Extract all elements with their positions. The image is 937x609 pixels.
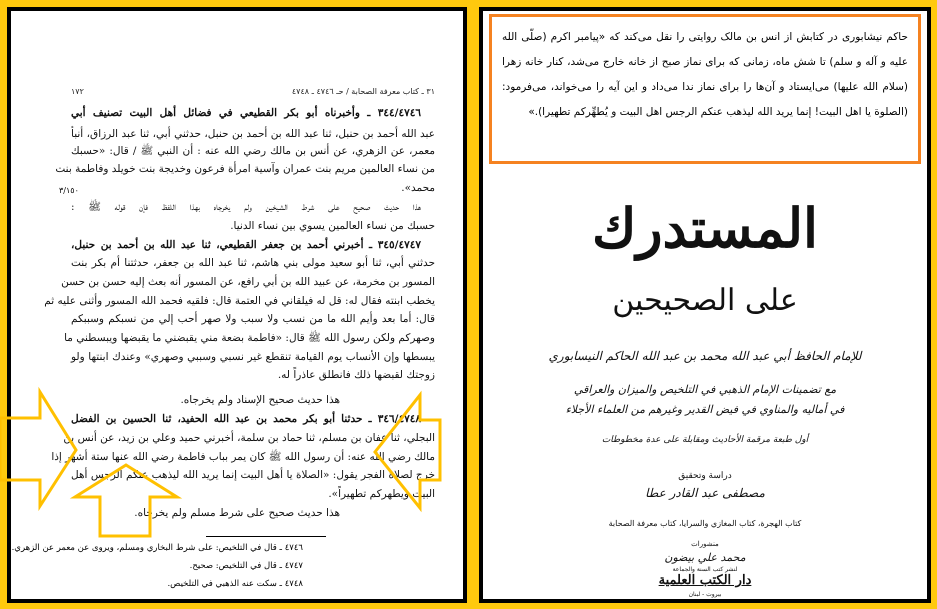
text-line: حسبك من نساء العالمين يسوي بين نساء الدنيا. <box>230 220 435 232</box>
annotations-line-2: في أماليه والمناوي في فيض القدير وغيرهم من العلماء الأجلاء <box>565 403 845 416</box>
page-header <box>71 87 435 96</box>
study-label: دراسة وتحقيق <box>678 471 732 481</box>
text-line: زوجتك لقبضها ذلك فانطلق عاذراً له. <box>277 369 435 381</box>
book-title: المستدرك <box>591 196 819 260</box>
text-line: معمر، عن الزهري، عن أنس بن مالك رضي الله عنه : أن النبي ﷺ / قال: «حسبك <box>71 145 435 157</box>
text-line: البجلي، ثنا عفان بن مسلم، ثنا حماد بن سلمة، أخبرني حميد وعلي بن زيد، عن أنس بن <box>63 432 435 444</box>
text-line: هذا حديث صحيح على شرط مسلم ولم يخرجاه. <box>134 507 340 519</box>
publisher-city: بيروت - لبنان <box>688 591 722 598</box>
text-line: خرج لصلاة الفجر يقول: «الصلاة يا أهل البيت إنما يريد الله ليذهب عنكم الرجس أهل <box>71 469 435 481</box>
persian-callout-box: حاکم نیشابوری در کتابش از انس بن مالک روایتی را نقل می‌کند که «پیامبر اکرم (صلّی الله علیه و آله و سلم) تا شش ماه، زمانی که برای نماز صبح از خانه خارج می‌شد، کنار خانه زهرا (سلام الله علیها) می‌ایستاد و آن‌ها را برای نماز ندا می‌داد و این آیه را می‌خواند، می‌فرمود: (الصلوة یا اهل البیت! إنما یرید الله لیذهب عنکم الرجس اهل البیت و یُطهِّرکم تطهیرا).» <box>489 14 921 164</box>
text-line: المسور بن مخرمة، عن عبيد الله بن أبي رافع، عن المسور أنه بعث إليه حسن بن حسن <box>61 276 435 288</box>
right-page-book-cover <box>479 7 931 603</box>
author-line: للإمام الحافظ أبي عبد الله محمد بن عبد الله الحاكم النيسابوري <box>548 349 862 363</box>
text-line: قال: أما بعد وأيم الله ما من نسب ولا سبب ولا صهر أحب إلي من نسبكم وسببكم <box>71 313 435 325</box>
text-line: محمد». <box>401 182 435 194</box>
text-line: هذا حديث صحيح الإسناد ولم يخرجاه. <box>180 394 340 406</box>
text-line: هذا حديث صحيح على شرط الشيخين ولم يخرجاه بهذا اللفظ فإن قوله ﷺ : <box>71 201 421 213</box>
editor-name: مصطفى عبد القادر عطا <box>645 486 765 500</box>
footnote: ٤٧٤٨ ـ سكت عنه الذهبي في التلخيص. <box>167 579 303 589</box>
left-page-scan <box>7 7 467 603</box>
text-line: يخطب ابنته فقال له: قل له فيلقاني في العتمة قال: فلقيه فحمد الله المسور وأثنى عليه ثم <box>44 295 435 307</box>
publisher-tagline: لنشر كتب السنة والجماعة <box>672 566 738 573</box>
footnote: ٤٧٤٧ ـ قال في التلخيص: صحيح. <box>189 561 303 571</box>
volume-contents: كتاب الهجرة، كتاب المغازي والسرايا، كتاب معرفة الصحابة <box>608 519 802 528</box>
text-line: البيت ويطهركم تطهيراً». <box>328 488 435 500</box>
running-title: ٣١ ـ كتاب معرفة الصحابة / حـ ٤٧٤٦ ـ ٤٧٤٨ <box>291 87 435 96</box>
text-line: حدثني أبي، ثنا أبو سعيد مولى بني هاشم، ثنا عبد الله بن جعفر، حدثتنا أم بكر بنت <box>71 257 435 269</box>
text-line: ٣٤٥/٤٧٤٧ ـ أخبرني أحمد بن جعفر القطيعي، ثنا عبد الله بن أحمد بن حنبل، <box>71 239 421 251</box>
book-subtitle: على الصحيحين <box>612 283 798 318</box>
text-line: عبد الله أحمد بن حنبل، ثنا عبد الله بن أحمد بن حنبل، حدثني أبي، ثنا عبد الرزاق، أنبأ <box>71 128 435 140</box>
text-line: من نساء العالمين مريم بنت عمران وآسية امرأة فرعون وخديجة بنت خويلد وفاطمة بنت <box>55 163 435 175</box>
margin-note: ٣/١٥٠ <box>59 186 79 195</box>
text-line: ٣٤٤/٤٧٤٦ ـ وأخبرناه أبو بكر القطيعي في فضائل أهل البيت تصنيف أبي <box>71 107 421 119</box>
publisher-label: منشورات <box>691 540 719 548</box>
footnote: ٤٧٤٦ ـ قال في التلخيص: على شرط البخاري ومسلم، ويروى عن معمر عن الزهري. <box>11 543 303 553</box>
footnote-divider <box>206 536 326 537</box>
text-line: مالك رضي الله عنه: أن رسول الله ﷺ كان يمر بباب فاطمة رضي الله عنها ستة أشهر إذا <box>51 451 435 463</box>
text-line: يبسطها وإن الأنساب يوم القيامة تنقطع غير نسبي وسببي وصهري» وعندك ابنتها ولو <box>71 351 435 363</box>
edition-note: أول طبعة مرقمة الأحاديث ومقابلة على عدة مخطوطات <box>601 435 809 445</box>
publisher-logo-text: دار الكتب العلمية <box>658 573 752 588</box>
page-number: ١٧٢ <box>71 87 84 96</box>
annotations-line-1: مع تضمينات الإمام الذهبي في التلخيص والميزان والعراقي <box>573 383 837 396</box>
publisher-name: محمد علي بيضون <box>664 551 746 564</box>
text-line: ٣٤٦/٤٧٤٨ ـ حدثنا أبو بكر محمد بن عبد الله الحفيد، ثنا الحسين بن الفضل <box>71 413 421 425</box>
text-line: وصهركم ولكن رسول الله ﷺ قال: «فاطمة بضعة مني يقبضني ما يقبضها ويبسطني ما <box>64 332 435 344</box>
